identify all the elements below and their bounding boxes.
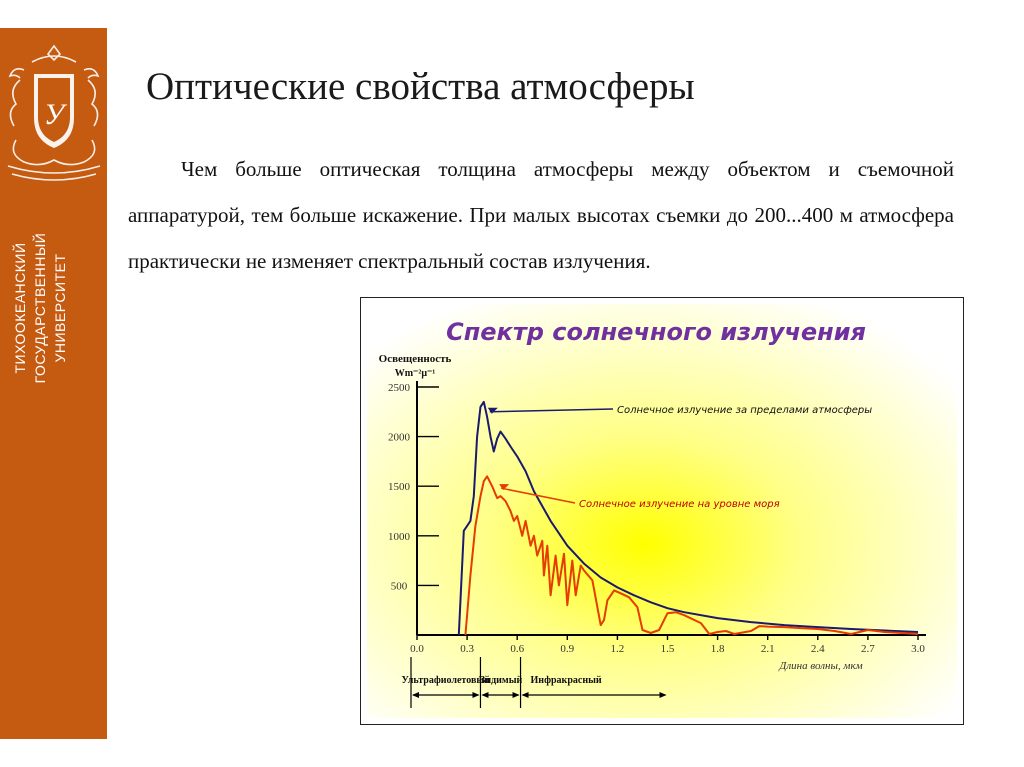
university-name [10, 198, 100, 418]
region-label: Инфракрасный [530, 675, 602, 686]
sidebar-band [0, 28, 107, 739]
x-tick-label: 2.4 [810, 643, 825, 655]
chart-background [367, 304, 957, 718]
university-line-1: ТИХООКЕАНСКИЙ [12, 242, 28, 374]
x-tick-label: 1.2 [610, 643, 625, 655]
x-tick-label: 2.7 [861, 643, 875, 655]
region-label: Ультрафиолетовый [401, 675, 490, 686]
university-crest-icon [2, 40, 106, 188]
x-tick-label: 0.0 [410, 643, 424, 655]
svg-text:У: У [43, 98, 65, 131]
x-tick-label: 0.6 [510, 643, 525, 655]
body-text: Чем больше оптическая толщина атмосферы между объектом и съемочной аппаратурой, тем больше искажение. При малых высотах съемки до 200...400 м атмосфера практически не изменяет спектральный состав излучения. [128, 157, 954, 273]
x-tick-label: 0.9 [560, 643, 575, 655]
y-tick-label: 2000 [388, 431, 410, 444]
y-axis-unit: Wm⁻²μ⁻¹ [394, 368, 436, 379]
x-tick-label: 1.8 [710, 643, 725, 655]
x-tick-label: 3.0 [911, 643, 925, 655]
x-axis-label: Длина волны, мкм [779, 660, 863, 672]
university-line-3: УНИВЕРСИТЕТ [52, 253, 68, 363]
annotation-sea-level: Солнечное излучение на уровне моря [579, 499, 780, 510]
y-tick-label: 1500 [388, 481, 410, 494]
y-tick-label: 1000 [388, 530, 410, 543]
x-tick-label: 1.5 [660, 643, 675, 655]
y-tick-label: 500 [390, 580, 408, 593]
chart-title: Спектр солнечного излучения [446, 318, 866, 346]
solar-spectrum-chart [360, 297, 964, 725]
y-axis-label: Освещенность [378, 353, 452, 365]
slide-title: Оптические свойства атмосферы [146, 65, 695, 108]
annotation-extraterrestrial: Солнечное излучение за пределами атмосферы [617, 405, 873, 416]
university-line-2: ГОСУДАРСТВЕННЫЙ [32, 232, 48, 384]
x-tick-label: 2.1 [760, 643, 775, 655]
chart-canvas [361, 298, 963, 724]
body-paragraph [128, 146, 954, 284]
y-tick-label: 2500 [388, 382, 410, 394]
x-tick-label: 0.3 [460, 643, 474, 655]
region-label: Видимый [478, 675, 523, 686]
